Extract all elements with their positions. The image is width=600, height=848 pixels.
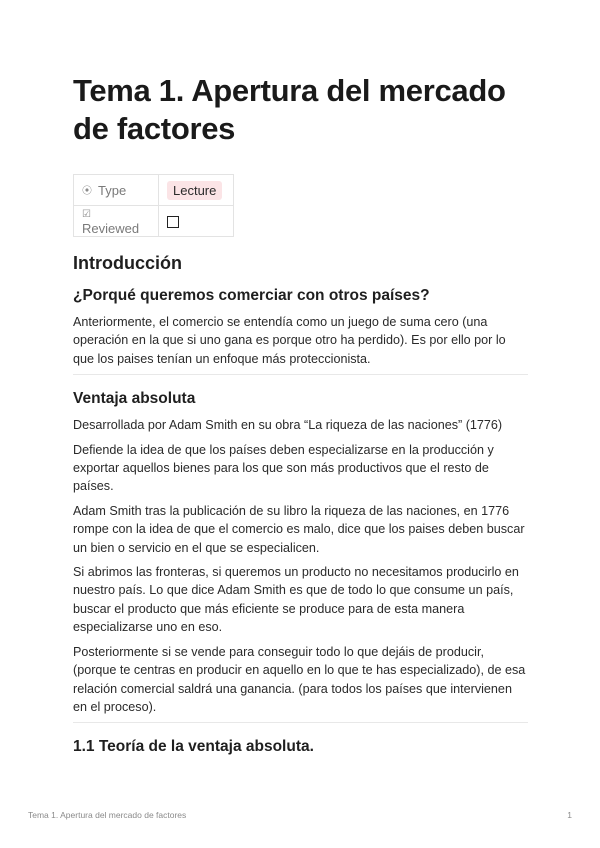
lecture-tag: Lecture <box>167 181 222 200</box>
paragraph: Adam Smith tras la publicación de su libro la riqueza de las naciones, en 1776 rompe con la idea de que el comercio es malo, dice que los paises deben buscar un bien o servicio en el que se especialicen. <box>73 503 525 555</box>
footer-title: Tema 1. Apertura del mercado de factores <box>28 810 187 820</box>
property-key-type <box>74 175 159 206</box>
page-footer <box>28 810 572 820</box>
divider <box>73 374 528 375</box>
properties-table <box>73 174 234 237</box>
property-row-type <box>74 175 234 206</box>
paragraph: Posteriormente si se vende para conseguir todo lo que dejáis de producir, (porque te centras en producir en aquello en lo que te has especializado), de esa relación comercial saldrá una ganancia. (para todos los países que intervienen en el proceso). <box>73 644 526 714</box>
subheading-porque: ¿Porqué queremos comerciar con otros países? <box>73 287 430 304</box>
property-key-reviewed-label: Reviewed <box>82 221 140 236</box>
paragraph: Desarrollada por Adam Smith en su obra “La riqueza de las naciones” (1776) <box>73 418 503 433</box>
paragraph: Defiende la idea de que los países deben especializarse en la producción y exportar aquellos bienes para los que son más productivos que el resto de países. <box>73 442 494 494</box>
property-key-reviewed <box>74 206 159 237</box>
property-value-reviewed <box>159 206 234 237</box>
divider <box>73 722 528 723</box>
subheading-ventaja-absoluta: Ventaja absoluta <box>73 390 196 408</box>
reviewed-checkbox[interactable] <box>167 216 179 228</box>
select-property-icon: ⦿ <box>82 186 92 197</box>
section-heading-introduccion: Introducción <box>73 253 182 273</box>
paragraph: Si abrimos las fronteras, si queremos un producto no necesitamos producirlo en nuestro país. Lo que dice Adam Smith es que de todo lo que consume un país, buscar el producto que más eficiente se produce para de esta manera especializarse uno en eso. <box>73 565 519 635</box>
page-number: 1 <box>567 810 572 820</box>
checkbox-property-icon: ☑ <box>82 209 91 220</box>
page-title: Tema 1. Apertura del mercado de factores <box>73 73 506 146</box>
subheading-teoria: 1.1 Teoría de la ventaja absoluta. <box>73 738 314 756</box>
property-value-type <box>159 175 234 206</box>
paragraph-porque: Anteriormente, el comercio se entendía como un juego de suma cero (una operación en la que si uno gana es porque otro ha perdido). Es por ello por lo que los paises tenían un enfoque más proteccionista. <box>73 315 506 366</box>
property-key-type-label: Type <box>98 183 127 198</box>
property-row-reviewed <box>74 206 234 237</box>
document-page <box>73 72 528 764</box>
